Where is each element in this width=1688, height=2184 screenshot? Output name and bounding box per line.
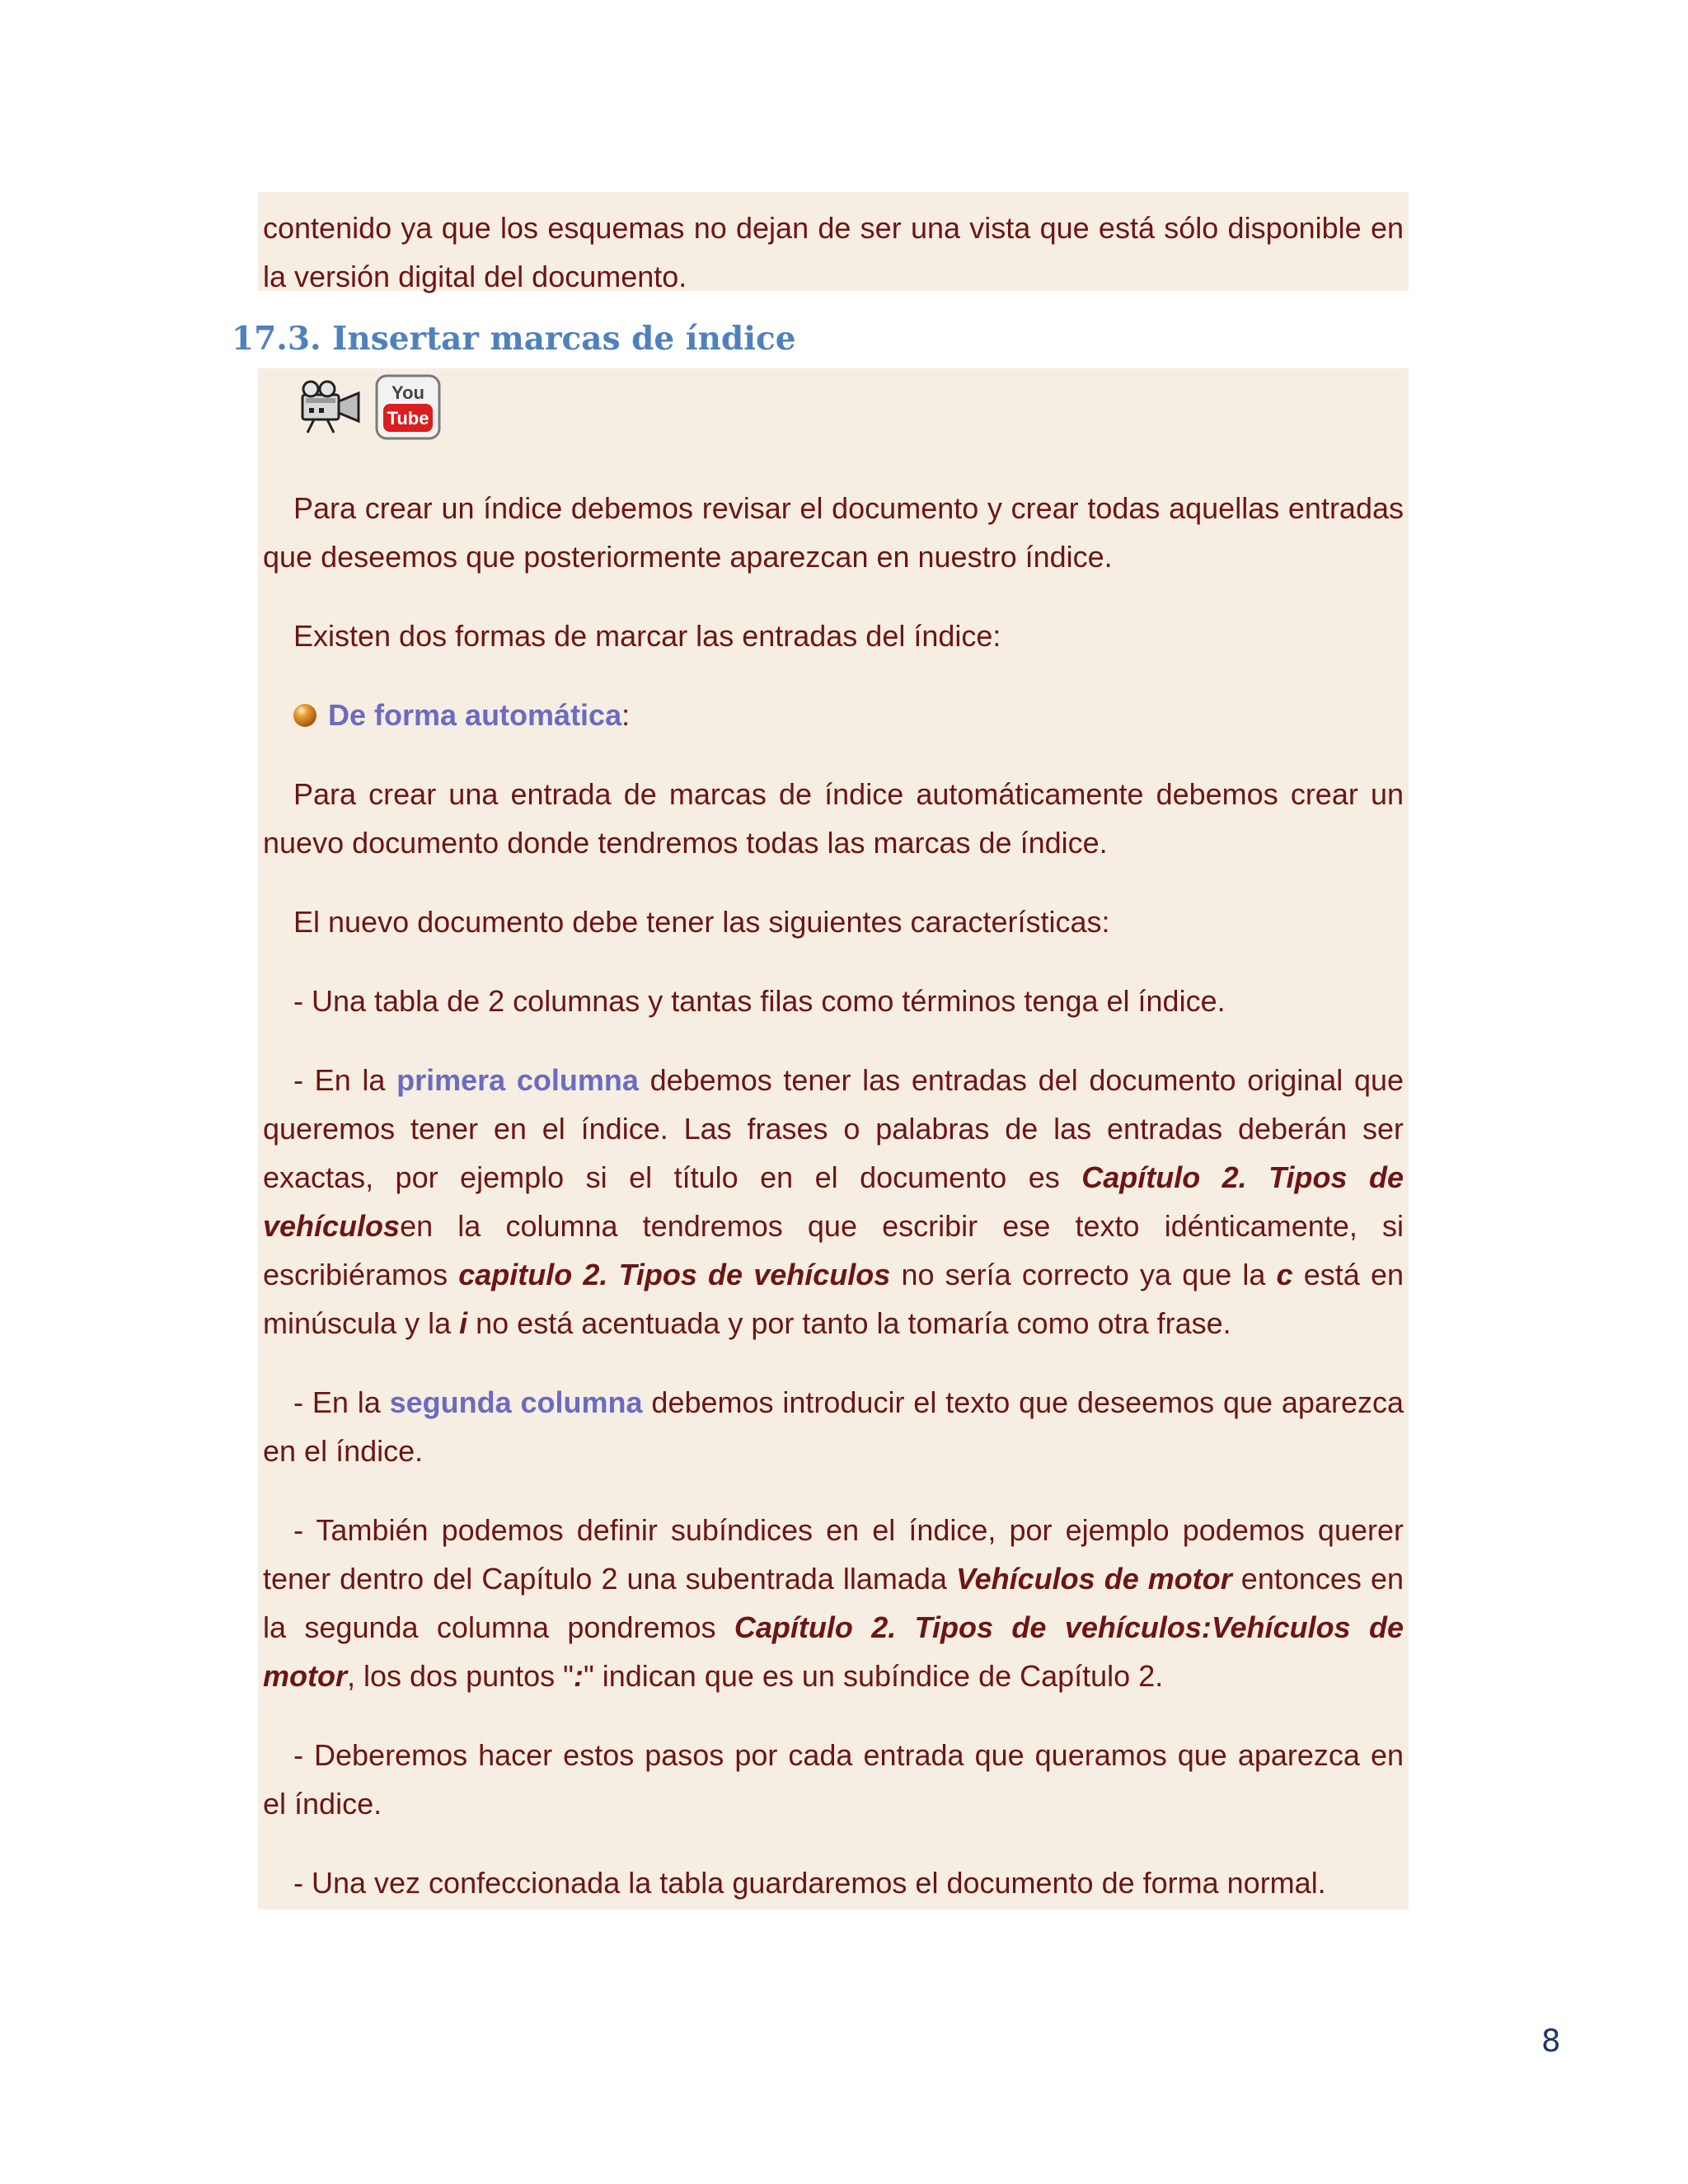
letter-i: i [459, 1306, 468, 1340]
first-column-term: primera columna [396, 1063, 639, 1097]
first-column-paragraph [263, 1056, 1404, 1347]
text-run: debemos tener las entradas del documento original que queremos tener en el índice. Las frases o palabras de las entradas deberán ser exactas, por ejemplo si el título en el documento es [263, 1063, 1404, 1194]
table-paragraph: - Una tabla de 2 columnas y tantas filas como términos tenga el índice. [293, 984, 1226, 1018]
second-column-paragraph [263, 1378, 1404, 1475]
wrong-example: capitulo 2. Tipos de vehículos [458, 1258, 891, 1291]
video-camera-icon[interactable] [298, 378, 363, 436]
text-run: no está acentuada y por tanto la tomaría como otra frase. [467, 1306, 1231, 1340]
text-run: - También podemos definir subíndices en el índice, por ejemplo podemos querer tener dentro del Capítulo 2 una subentrada llamada [263, 1513, 1404, 1596]
intro-paragraph: Para crear un índice debemos revisar el documento y crear todas aquellas entradas que deseemos que posteriormente aparezcan en nuestro índice. [263, 491, 1404, 574]
text-run: - En la [293, 1385, 390, 1419]
letter-c: c [1276, 1258, 1293, 1291]
subentry-example: Capítulo 2. Tipos de vehículos:Vehículos de motor [263, 1610, 1404, 1693]
bullet-colon: : [621, 698, 631, 732]
youtube-tube-text: Tube [387, 408, 429, 429]
ways-paragraph: Existen dos formas de marcar las entradas del índice: [293, 619, 1001, 653]
text-run: , los dos puntos " [347, 1659, 574, 1693]
example-title: Capítulo 2. Tipos de vehículos [263, 1160, 1404, 1243]
text-run: no sería correcto ya que la [890, 1258, 1277, 1291]
subentry-name: Vehículos de motor [955, 1562, 1232, 1596]
continuation-box [258, 192, 1409, 291]
text-run: - En la [293, 1063, 397, 1097]
automatic-paragraph: Para crear una entrada de marcas de índice automáticamente debemos crear un nuevo documento donde tendremos todas las marcas de índice. [263, 777, 1404, 860]
section-content-box [258, 368, 1409, 1910]
text-run: entonces en la segunda columna pondremos [263, 1562, 1404, 1644]
second-column-term: segunda columna [389, 1385, 643, 1419]
youtube-you-text: You [392, 382, 424, 403]
youtube-icon[interactable] [375, 374, 441, 440]
text-run: debemos introducir el texto que deseemos que aparezca en el índice. [263, 1385, 1404, 1468]
media-icons [298, 373, 441, 441]
text-run: está en minúscula y la [263, 1258, 1404, 1340]
continuation-text: contenido ya que los esquemas no dejan de ser una vista que está sólo disponible en la versión digital del documento. [263, 211, 1404, 293]
repeat-paragraph: - Deberemos hacer estos pasos por cada entrada que queramos que aparezca en el índice. [263, 1738, 1404, 1821]
features-paragraph: El nuevo documento debe tener las siguientes características: [293, 905, 1110, 939]
subindex-paragraph [263, 1506, 1404, 1700]
bullet-item [263, 691, 1404, 739]
colon-symbol: : [573, 1659, 584, 1693]
section-body [263, 484, 1404, 1907]
text-run: " indican que es un subíndice de Capítulo 2. [583, 1659, 1164, 1693]
page-number: 8 [1541, 2023, 1561, 2059]
section-title: 17.3. Insertar marcas de índice [232, 320, 796, 358]
text-run: en la columna tendremos que escribir ese texto idénticamente, si escribiéramos [263, 1209, 1404, 1291]
save-paragraph: - Una vez confeccionada la tabla guardaremos el documento de forma normal. [293, 1866, 1326, 1900]
bullet-ball-icon [293, 704, 316, 727]
bullet-label: De forma automática [328, 698, 622, 732]
